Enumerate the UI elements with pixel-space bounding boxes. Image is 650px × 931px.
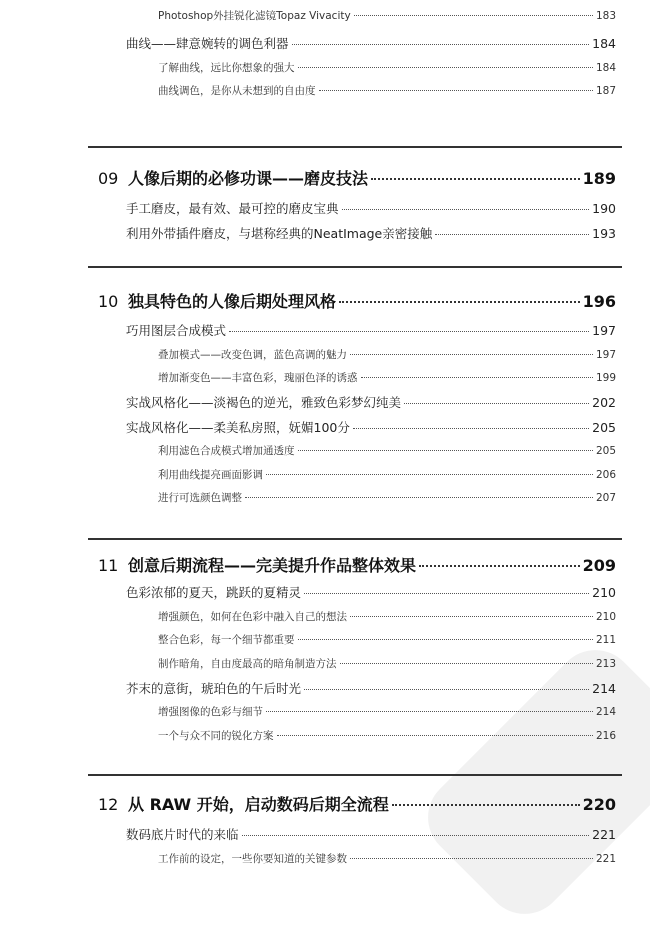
entry-title: 了解曲线，远比你想象的强大 <box>158 62 295 74</box>
toc-entry[interactable] <box>158 656 616 671</box>
leader-dots <box>350 354 593 355</box>
entry-page: 187 <box>595 85 616 97</box>
chapter-heading[interactable] <box>98 166 616 189</box>
leader-dots <box>371 178 580 180</box>
entry-page: 210 <box>592 585 616 600</box>
chapter-divider <box>88 146 622 148</box>
entry-page: 214 <box>592 681 616 696</box>
entry-title: 制作暗角，自由度最高的暗角制造方法 <box>158 658 337 670</box>
entry-title: 巧用图层合成模式 <box>126 323 227 338</box>
toc-entry[interactable] <box>126 825 616 843</box>
chapter-page: 189 <box>582 169 616 188</box>
chapter-title: 人像后期的必修功课——磨皮技法 <box>128 169 369 188</box>
toc-entry[interactable] <box>158 8 616 23</box>
entry-title: 实战风格化——柔美私房照，妩媚100分 <box>126 420 350 435</box>
toc-entry[interactable] <box>158 443 616 458</box>
entry-page: 202 <box>592 395 616 410</box>
entry-page: 205 <box>595 445 616 457</box>
toc-entry[interactable] <box>126 321 616 339</box>
leader-dots <box>304 689 589 690</box>
entry-title: 利用外带插件磨皮，与堪称经典的NeatImage亲密接触 <box>126 226 433 241</box>
entry-page: 190 <box>592 201 616 216</box>
entry-title: 整合色彩，每一个细节都重要 <box>158 634 295 646</box>
entry-title: 增强颜色，如何在色彩中融入自己的想法 <box>158 611 347 623</box>
toc-entry[interactable] <box>158 370 616 385</box>
leader-dots <box>266 474 593 475</box>
entry-title: 增加渐变色——丰富色彩，瑰丽色泽的诱惑 <box>158 372 358 384</box>
leader-dots <box>350 858 593 859</box>
entry-title: 曲线调色，是你从未想到的自由度 <box>158 85 316 97</box>
entry-title: 手工磨皮，最有效、最可控的磨皮宝典 <box>126 201 339 216</box>
entry-title: 芥末的意街，琥珀色的午后时光 <box>126 681 302 696</box>
chapter-number: 09 <box>98 169 119 188</box>
entry-title: 一个与众不同的锐化方案 <box>158 730 274 742</box>
entry-title: 数码底片时代的来临 <box>126 827 239 842</box>
leader-dots <box>298 639 593 640</box>
toc-entry[interactable] <box>126 199 616 217</box>
entry-page: 214 <box>595 706 616 718</box>
entry-page: 221 <box>592 827 616 842</box>
toc-entry[interactable] <box>126 418 616 436</box>
chapter-divider <box>88 266 622 268</box>
leader-dots <box>419 565 580 567</box>
chapter-title: 独具特色的人像后期处理风格 <box>128 292 337 311</box>
leader-dots <box>435 234 589 235</box>
toc-entry[interactable] <box>126 583 616 601</box>
entry-title: 利用曲线提亮画面影调 <box>158 469 263 481</box>
entry-page: 205 <box>592 420 616 435</box>
entry-title: 叠加模式——改变色调，蓝色高调的魅力 <box>158 349 347 361</box>
chapter-divider <box>88 774 622 776</box>
chapter-page: 220 <box>582 795 616 814</box>
chapter-page: 209 <box>582 556 616 575</box>
leader-dots <box>392 804 580 806</box>
leader-dots <box>242 835 590 836</box>
chapter-heading[interactable] <box>98 792 616 815</box>
leader-dots <box>229 331 589 332</box>
chapter-divider <box>88 538 622 540</box>
entry-page: 193 <box>592 226 616 241</box>
chapter-number: 10 <box>98 292 119 311</box>
toc-entry[interactable] <box>158 851 616 866</box>
entry-page: 197 <box>595 349 616 361</box>
leader-dots <box>342 209 590 210</box>
leader-dots <box>245 497 593 498</box>
entry-page: 183 <box>595 10 616 22</box>
toc-entry[interactable] <box>158 60 616 75</box>
toc-entry[interactable] <box>158 609 616 624</box>
entry-title: 色彩浓郁的夏天，跳跃的夏精灵 <box>126 585 302 600</box>
entry-page: 206 <box>595 469 616 481</box>
leader-dots <box>353 428 589 429</box>
entry-page: 213 <box>595 658 616 670</box>
toc-entry[interactable] <box>158 467 616 482</box>
toc-entry[interactable] <box>158 83 616 98</box>
entry-page: 197 <box>592 323 616 338</box>
entry-page: 207 <box>595 492 616 504</box>
chapter-title: 从 RAW 开始，启动数码后期全流程 <box>128 795 389 814</box>
entry-page: 199 <box>595 372 616 384</box>
entry-title: 进行可选颜色调整 <box>158 492 242 504</box>
entry-title: Photoshop外挂锐化滤镜Topaz Vivacity <box>158 10 351 22</box>
entry-page: 221 <box>595 853 616 865</box>
toc-entry[interactable] <box>158 704 616 719</box>
entry-page: 210 <box>595 611 616 623</box>
leader-dots <box>298 450 593 451</box>
toc-entry[interactable] <box>158 728 616 743</box>
leader-dots <box>319 90 593 91</box>
entry-page: 211 <box>595 634 616 646</box>
leader-dots <box>354 15 593 16</box>
toc-entry[interactable] <box>158 490 616 505</box>
toc-entry[interactable] <box>126 393 616 411</box>
leader-dots <box>266 711 593 712</box>
toc-entry[interactable] <box>126 224 616 242</box>
chapter-heading[interactable] <box>98 553 616 576</box>
toc-entry[interactable] <box>126 679 616 697</box>
chapter-page: 196 <box>582 292 616 311</box>
leader-dots <box>361 377 593 378</box>
leader-dots <box>277 735 593 736</box>
leader-dots <box>292 44 590 45</box>
entry-title: 增强图像的色彩与细节 <box>158 706 263 718</box>
chapter-number: 11 <box>98 556 119 575</box>
chapter-title: 创意后期流程——完美提升作品整体效果 <box>128 556 417 575</box>
entry-title: 利用滤色合成模式增加通透度 <box>158 445 295 457</box>
entry-title: 工作前的设定，一些你要知道的关键参数 <box>158 853 347 865</box>
toc-entry[interactable] <box>158 632 616 647</box>
entry-title: 曲线——肆意婉转的调色利器 <box>126 36 289 51</box>
leader-dots <box>339 301 580 303</box>
chapter-number: 12 <box>98 795 119 814</box>
chapter-heading[interactable] <box>98 289 616 312</box>
entry-page: 216 <box>595 730 616 742</box>
toc-entry[interactable] <box>158 347 616 362</box>
leader-dots <box>298 67 593 68</box>
leader-dots <box>404 403 589 404</box>
toc-entry[interactable] <box>126 34 616 52</box>
leader-dots <box>340 663 593 664</box>
leader-dots <box>304 593 589 594</box>
entry-page: 184 <box>595 62 616 74</box>
leader-dots <box>350 616 593 617</box>
entry-page: 184 <box>592 36 616 51</box>
entry-title: 实战风格化——淡褐色的逆光，雅致色彩梦幻纯美 <box>126 395 402 410</box>
